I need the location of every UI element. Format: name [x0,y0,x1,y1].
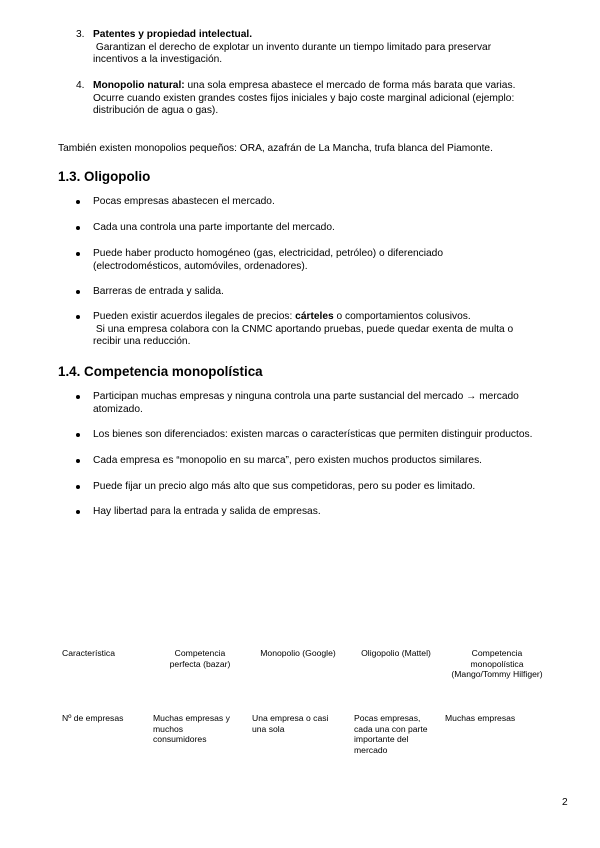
bullet-icon [76,485,80,489]
item-line: incentivos a la investigación. [93,54,223,66]
item-title: Patentes y propiedad intelectual. [93,29,253,40]
table-header-cell [444,648,550,680]
bullet-icon [76,226,80,230]
table-header-cell [152,648,248,669]
item-number: 4. [76,80,85,91]
header-text: Característica [62,648,116,658]
cell-text: Muchas empresas y [153,713,230,723]
item-line: Ocurre cuando existen grandes costes fijos iniciales y bajo coste marginal adicional (ejemplo: [93,92,515,104]
bullet-icon [76,290,80,294]
bullet-icon [76,252,80,256]
table-cell [445,713,545,724]
table-header-cell [62,648,142,659]
item-text: una sola empresa abastece el mercado de forma más barata que varias. [184,80,516,91]
bullet-text: Pueden existir acuerdos ilegales de precios: [93,311,296,322]
cell-text: mercado [354,744,388,755]
bullet-text: Puede haber producto homogéneo (gas, electricidad, petróleo) o diferenciado [93,248,444,259]
table-cell [354,713,442,755]
bullet-text: Hay libertad para la entrada y salida de empresas. [93,506,321,517]
cell-text: cada una con parte [354,723,428,734]
bullet-text: Cada empresa es “monopolio en su marca”, pero existen muchos productos similares. [93,455,483,466]
header-text: Oligopolio (Mattel) [361,648,431,658]
item-line: Garantizan el derecho de explotar un invento durante un tiempo limitado para preservar [93,41,492,53]
bullet-icon [76,200,80,204]
header-text: Competencia [174,648,226,658]
bullet-text: atomizado. [93,403,143,415]
cell-text: Una empresa o casi [252,713,329,723]
cell-text: importante del [354,734,409,744]
bullet-text: Si una empresa colabora con la CNMC aportando pruebas, puede quedar exenta de multa o [93,323,514,335]
header-text: monopolística [470,658,524,669]
bullet-icon [76,433,80,437]
bullet-text: Barreras de entrada y salida. [93,286,224,297]
table-header-cell [252,648,344,659]
page-number: 2 [562,797,568,808]
bullet-text: o comportamientos colusivos. [333,311,471,322]
table-cell [62,713,148,724]
table-header-cell [351,648,441,659]
section-heading-competencia-monopolistica: 1.4. Competencia monopolística [58,364,263,379]
bullet-text: Pocas empresas abastecen el mercado. [93,196,275,207]
bullet-icon [76,459,80,463]
table-cell [153,713,245,745]
cell-text: Muchas empresas [445,713,516,723]
bullet-text: Cada una controla una parte importante del mercado. [93,222,335,233]
section-heading-oligopolio: 1.3. Oligopolio [58,169,151,184]
bullet-text: Participan muchas empresas y ninguna controla una parte sustancial del mercado → mercado [93,391,519,402]
bullet-icon [76,510,80,514]
header-text: perfecta (bazar) [169,658,231,669]
header-text: Monopolio (Google) [260,648,336,658]
bullet-bold-term: cárteles [295,311,334,322]
bullet-text: (electrodomésticos, automóviles, ordenadores). [93,260,308,272]
bullet-text: Puede fijar un precio algo más alto que sus competidoras, pero su poder es limitado. [93,481,476,492]
bullet-text: recibir una reducción. [93,336,191,348]
bullet-icon [76,315,80,319]
item-title: Monopolio natural: [93,80,185,91]
small-monopolies-paragraph: También existen monopolios pequeños: ORA, azafrán de La Mancha, trufa blanca del Piamonte. [58,143,493,154]
bullet-icon [76,395,80,399]
bullet-text: Los bienes son diferenciados: existen marcas o características que permiten distinguir productos. [93,429,533,440]
cell-text: Nº de empresas [62,713,124,723]
table-cell [252,713,344,734]
cell-text: Pocas empresas, [354,713,421,723]
cell-text: muchos [153,723,184,734]
cell-text: una sola [252,723,285,734]
item-line: distribución de agua o gas). [93,105,219,117]
item-number: 3. [76,29,85,40]
header-text: (Mango/Tommy Hilfiger) [451,669,543,679]
cell-text: consumidores [153,734,207,744]
header-text: Competencia [471,648,523,658]
